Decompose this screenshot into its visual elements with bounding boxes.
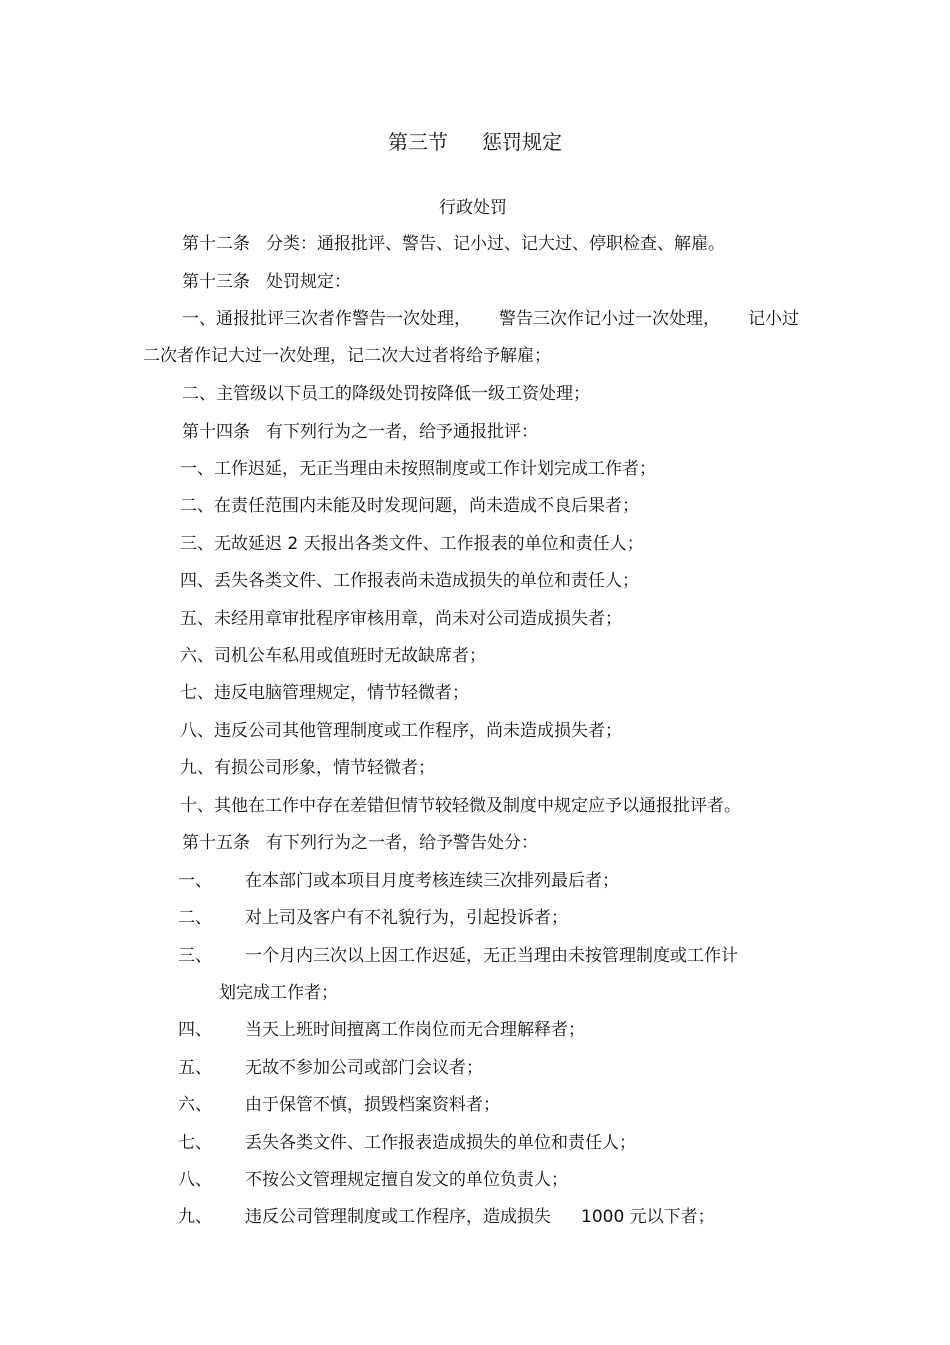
article-text: 处罚规定：	[266, 272, 351, 292]
article-text: 有下列行为之一者，给予警告处分：	[266, 833, 538, 853]
list-item: 三、无故延迟 2 天报出各类文件、工作报表的单位和责任人；	[180, 534, 644, 554]
list-item-cont: 划完成工作者；	[219, 983, 338, 1003]
article-text: 分类：通报批评、警告、记小过、记大过、停职检查、解雇。	[266, 234, 725, 254]
article-13-item-1-cont: 二次者作记大过一次处理，记二次大过者将给予解雇；	[143, 346, 551, 366]
list-item: 六、司机公车私用或值班时无故缺席者；	[180, 646, 486, 666]
list-item: 九、 违反公司管理制度或工作程序，造成损失 1000 元以下者；	[178, 1207, 715, 1227]
list-item: 四、丢失各类文件、工作报表尚未造成损失的单位和责任人；	[180, 571, 639, 591]
list-item: 九、有损公司形象，情节轻微者；	[180, 758, 435, 778]
list-item: 一、工作迟延，无正当理由未按照制度或工作计划完成工作者；	[180, 459, 656, 479]
section-number: 第三节	[388, 130, 448, 154]
list-item: 十、其他在工作中存在差错但情节较轻微及制度中规定应予以通报批评者。	[180, 796, 741, 816]
list-item: 一、 在本部门或本项目月度考核连续三次排列最后者；	[178, 871, 619, 891]
article-13-item-2: 二、主管级以下员工的降级处罚按降低一级工资处理；	[182, 384, 590, 404]
section-title	[0, 126, 950, 155]
list-item: 六、 由于保管不慎，损毁档案资料者；	[178, 1095, 500, 1115]
list-item: 五、 无故不参加公司或部门会议者；	[178, 1058, 483, 1078]
article-12	[182, 232, 725, 256]
subtitle: 行政处罚	[439, 198, 507, 218]
list-item: 二、 对上司及客户有不礼貌行为，引起投诉者；	[178, 908, 568, 928]
list-item: 七、 丢失各类文件、工作报表造成损失的单位和责任人；	[178, 1133, 636, 1153]
article-13-item-1: 一、通报批评三次者作警告一次处理， 警告三次作记小过一次处理， 记小过	[182, 309, 799, 329]
list-item: 八、违反公司其他管理制度或工作程序，尚未造成损失者；	[180, 721, 622, 741]
list-item: 三、 一个月内三次以上因工作迟延，无正当理由未按管理制度或工作计	[178, 946, 738, 966]
article-label: 第十五条	[182, 833, 250, 853]
list-item: 四、 当天上班时间擅离工作岗位而无合理解释者；	[178, 1020, 585, 1040]
article-14	[182, 420, 538, 444]
list-item: 五、未经用章审批程序审核用章，尚未对公司造成损失者；	[180, 609, 622, 629]
article-13	[182, 270, 351, 294]
list-item: 八、 不按公文管理规定擅自发文的单位负责人；	[178, 1170, 568, 1190]
article-text: 有下列行为之一者，给予通报批评：	[266, 422, 538, 442]
list-item: 七、违反电脑管理规定，情节轻微者；	[180, 683, 469, 703]
article-label: 第十三条	[182, 272, 250, 292]
section-name: 惩罚规定	[482, 130, 562, 154]
list-item: 二、在责任范围内未能及时发现问题，尚未造成不良后果者；	[180, 496, 639, 516]
article-15	[182, 831, 538, 855]
article-label: 第十四条	[182, 422, 250, 442]
article-label: 第十二条	[182, 234, 250, 254]
